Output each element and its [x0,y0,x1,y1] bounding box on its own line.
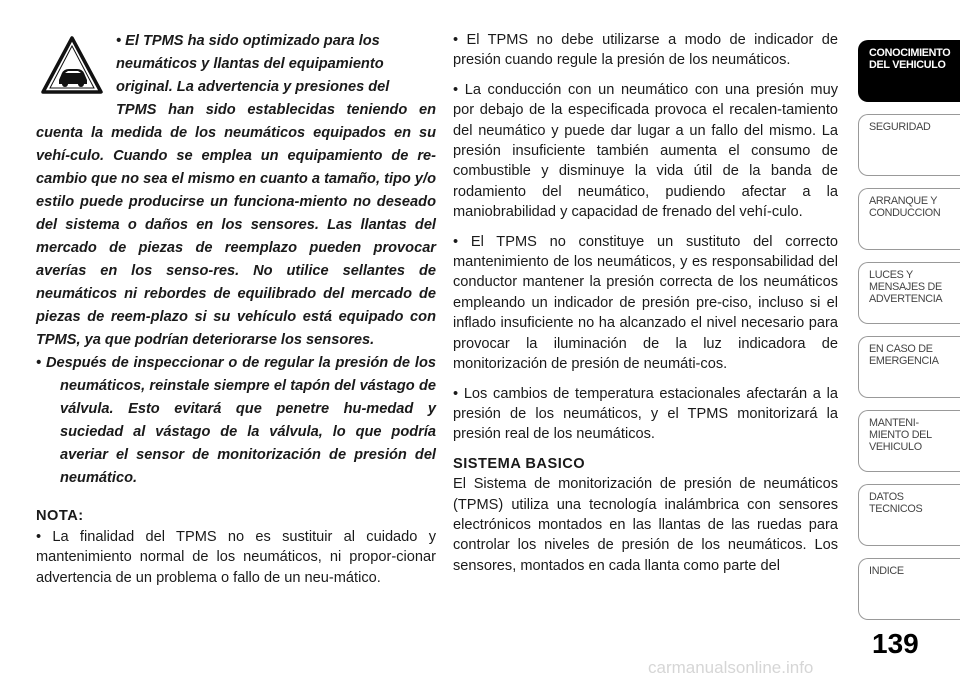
warning-paragraph: TPMS han sido establecidas teniendo en cuenta la medida de los neumáticos equipados en su vehí-culo. Cuando se emplea un equipamiento de re-cambio que no sea el mismo en cuanto a tamaño, tipo y/o estilo puede producirse un funciona-miento no deseado del sistema o daños en los sensores. Las llantas del mercado de piezas de reemplazo pueden provocar averías en los senso-res. No utilice sellantes de neumáticos ni rebordes de equilibrado del mercado de piezas de reem-plazo si su vehículo está equipado con TPMS, ya que podrían deteriorarse los sensores. [36,102,436,348]
tab-indice[interactable]: INDICE [858,558,960,620]
nota-block [36,506,436,588]
warning-block [36,30,436,490]
nota-text: • La finalidad del TPMS no es sustituir al cuidado y mantenimiento normal de los neumáticos, ni propor-cionar advertencia de un problema o fallo de un neu-mático. [36,528,436,586]
chapter-tabs [858,40,960,632]
tab-seguridad[interactable]: SEGURIDAD [858,114,960,176]
right-column [453,30,838,585]
tab-arranque-y-conduccion[interactable]: ARRANQUE Y CONDUCCION [858,188,960,250]
warning-bullet-2: • Después de inspeccionar o de regular la presión de los neumáticos, reinstale siempre el tapón del vástago de válvula. Esto evitará que penetre hu-medad y suciedad al vástago de la válvula, lo que podría averiar el sensor de monitorización de presión del neumático. [36,355,436,486]
paragraph-4: • Los cambios de temperatura estacionales afectarán a la presión de los neumáticos, y el TPMS monitorizará la presión real de los neumáticos. [453,385,838,443]
tab-en-caso-de-emergencia[interactable]: EN CASO DE EMERGENCIA [858,336,960,398]
tab-datos-tecnicos[interactable]: DATOS TECNICOS [858,484,960,546]
tab-luces-y-mensajes[interactable]: LUCES Y MENSAJES DE ADVERTENCIA [858,262,960,324]
tab-mantenimiento[interactable]: MANTENI- MIENTO DEL VEHICULO [858,410,960,472]
paragraph-3: • El TPMS no constituye un sustituto del correcto mantenimiento de los neumáticos, y es responsabilidad del conductor mantener la presión correcta de los neumáticos empleando un indicador de presión pre-ciso, incluso si el inflado insuficiente no ha alcanzado el nivel necesario para provocar la iluminación de la luz indicadora de monitorización de presión de neumáti-cos. [453,233,838,373]
watermark: carmanualsonline.info [648,658,814,677]
warning-line-1: • El TPMS ha sido optimizado para los [116,33,380,49]
paragraph-1: • El TPMS no debe utilizarse a modo de indicador de presión cuando regule la presión de los neumáticos. [453,32,838,69]
paragraph-5: El Sistema de monitorización de presión de neumáticos (TPMS) utiliza una tecnología inalámbrica con sensores electrónicos montados en las llantas de las ruedas para controlar los niveles de presión de los neumáticos. Los sensores, montados en cada llanta como parte del [453,476,838,574]
nota-title: NOTA: [36,508,84,524]
warning-triangle-car-icon [36,30,108,100]
tab-conocimiento-del-vehiculo[interactable]: CONOCIMIENTO DEL VEHICULO [858,40,960,102]
warning-line-3: original. La advertencia y presiones del [116,79,390,95]
warning-line-2: neumáticos y llantas del equipamiento [116,56,384,72]
page-number: 139 [872,628,919,659]
left-column [36,30,436,588]
paragraph-2: • La conducción con un neumático con una presión muy por debajo de la especificada provoca el recalen-tamiento del neumático y puede dar lugar a un fallo del mismo. La presión insuficiente también aumenta el consumo de combustible y disminuye la vida útil de la banda de rodamiento del neumático, pudiendo afectar a la maniobrabilidad y capacidad de frenado del vehí-culo. [453,81,838,221]
section-title: SISTEMA BASICO [453,455,586,472]
